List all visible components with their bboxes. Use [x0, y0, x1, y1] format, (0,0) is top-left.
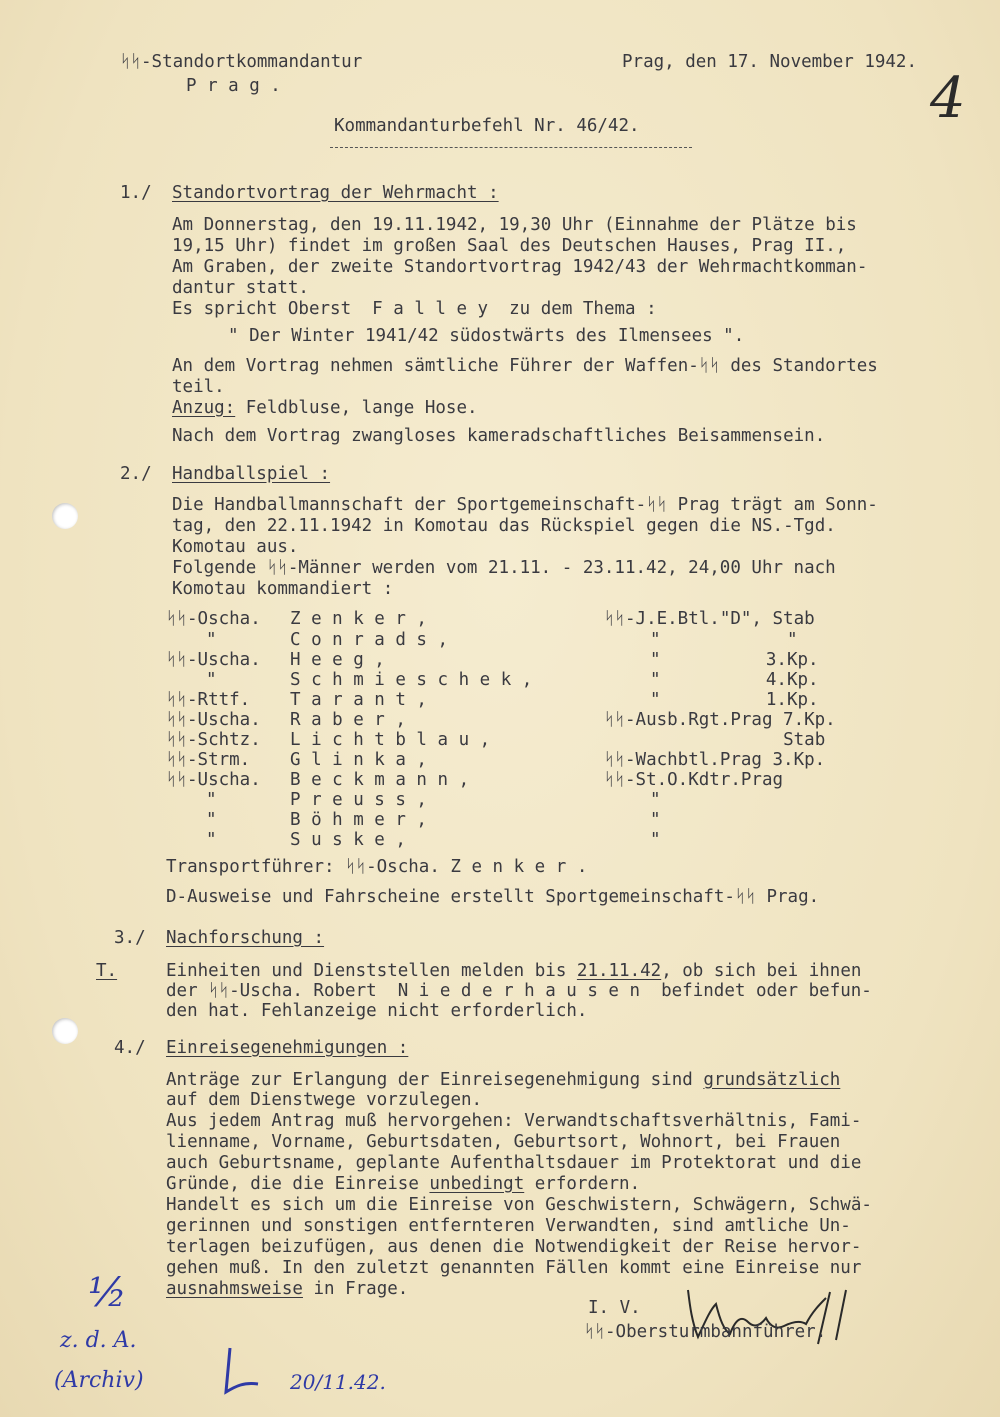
section-4-line: gerinnen und sonstigen entfernteren Verwandten, sind amtliche Un-: [166, 1216, 851, 1236]
section-1-line: 19,15 Uhr) findet im großen Saal des Deutschen Hauses, Prag II.,: [172, 236, 847, 256]
roster-unit: ᛋᛋ-Wachbtl.Prag 3.Kp.: [604, 750, 826, 770]
section-4-line: [166, 1070, 840, 1091]
section-1-line: Am Graben, der zweite Standortvortrag 1942/43 der Wehrmachtkomman-: [172, 257, 868, 277]
pencil-fraction-mark: ½: [88, 1270, 127, 1316]
roster-unit: ᛋᛋ-Ausb.Rgt.Prag 7.Kp.: [604, 710, 836, 730]
pencil-note-date: 20/11.42.: [290, 1370, 386, 1394]
section-4-line: [166, 1174, 640, 1195]
section-4-line: Handelt es sich um die Einreise von Geschwistern, Schwägern, Schwä-: [166, 1195, 872, 1215]
org-name: ᛋᛋ-Standortkommandantur: [120, 52, 363, 72]
roster-name: S c h m i e s c h e k ,: [290, 670, 533, 690]
dress-code-label: Anzug:: [172, 398, 236, 418]
roster-rank: ": [206, 630, 217, 650]
roster-name: H e e g ,: [290, 650, 385, 670]
transport-leader: Transportführer: ᛋᛋ-Oscha. Z e n k e r .: [166, 857, 588, 877]
section-3-text: Einheiten und Dienststellen melden bis: [166, 961, 577, 981]
roster-unit: " ": [650, 630, 798, 650]
section-3-marker: T.: [96, 961, 118, 981]
section-4-line: Aus jedem Antrag muß hervorgehen: Verwandtschaftsverhältnis, Fami-: [166, 1111, 862, 1131]
section-4-number: 4./: [114, 1038, 146, 1058]
roster-rank: ": [206, 830, 217, 850]
section-2-number: 2./: [120, 464, 152, 484]
section-2-line: Die Handballmannschaft der Sportgemeinschaft-ᛋᛋ Prag trägt am Sonn-: [172, 495, 878, 515]
section-4-line: terlagen beizufügen, aus denen die Notwendigkeit der Reise hervor-: [166, 1237, 862, 1257]
section-3-line: den hat. Fehlanzeige nicht erforderlich.: [166, 1001, 588, 1021]
section-2-line: Komotau aus.: [172, 537, 299, 557]
punch-hole-bottom: [52, 1018, 78, 1044]
section-1-line: An dem Vortrag nehmen sämtliche Führer der Waffen-ᛋᛋ des Standortes: [172, 356, 878, 376]
org-city: P r a g .: [186, 76, 281, 96]
roster-unit: " 4.Kp.: [650, 670, 819, 690]
section-4-text: Gründe, die die Einreise: [166, 1174, 430, 1194]
section-4-title: Einreisegenehmigungen :: [166, 1038, 409, 1058]
signature-iv: I. V.: [588, 1298, 641, 1318]
section-4-emphasis: grundsätzlich: [703, 1070, 841, 1090]
deadline-date: 21.11.42: [576, 961, 662, 981]
section-2-line: Komotau kommandiert :: [172, 579, 394, 599]
pencil-note-archive: (Archiv): [54, 1368, 144, 1393]
section-3-text: , ob sich bei ihnen: [661, 961, 862, 981]
roster-unit: ": [650, 790, 661, 810]
roster-rank: ": [206, 670, 217, 690]
roster-name: Z e n k e r ,: [290, 609, 427, 629]
roster-rank: ᛋᛋ-Schtz.: [166, 730, 261, 750]
section-4-line: lienname, Vorname, Geburtsdaten, Geburtsort, Wohnort, bei Frauen: [166, 1132, 841, 1152]
dress-code: [172, 398, 478, 419]
punch-hole-top: [52, 503, 78, 529]
section-4-text: in Frage.: [302, 1279, 409, 1299]
roster-unit: ᛋᛋ-J.E.Btl."D", Stab: [604, 609, 815, 629]
roster-rank: ": [206, 790, 217, 810]
section-2-line: Folgende ᛋᛋ-Männer werden vom 21.11. - 23.11.42, 24,00 Uhr nach: [172, 558, 836, 578]
section-1-line: dantur statt.: [172, 278, 309, 298]
section-2-line: tag, den 22.11.1942 in Komotau das Rückspiel gegen die NS.-Tgd.: [172, 516, 836, 536]
section-4-line: auch Geburtsname, geplante Aufenthaltsdauer im Protektorat und die: [166, 1153, 862, 1173]
section-3-line: [166, 961, 861, 982]
roster-name: P r e u s s ,: [290, 790, 427, 810]
section-4-line: gehen muß. In den zuletzt genannten Fällen kommt eine Einreise nur: [166, 1258, 862, 1278]
roster-rank: ᛋᛋ-Uscha.: [166, 650, 261, 670]
section-4-line: [166, 1279, 408, 1300]
title-divider: [330, 147, 692, 148]
section-1-number: 1./: [120, 183, 152, 203]
section-4-emphasis: unbedingt: [429, 1174, 525, 1194]
roster-name: L i c h t b l a u ,: [290, 730, 491, 750]
roster-name: R a b e r ,: [290, 710, 406, 730]
roster-rank: ": [206, 810, 217, 830]
section-1-speaker: Es spricht Oberst F a l l e y zu dem Thema :: [172, 299, 657, 319]
roster-rank: ᛋᛋ-Rttf.: [166, 690, 251, 710]
roster-unit: " 1.Kp.: [650, 690, 819, 710]
roster-name: G l i n k a ,: [290, 750, 427, 770]
order-title: Kommandanturbefehl Nr. 46/42.: [334, 116, 640, 136]
roster-name: B e c k m a n n ,: [290, 770, 470, 790]
roster-rank: ᛋᛋ-Uscha.: [166, 770, 261, 790]
dress-code-value: Feldbluse, lange Hose.: [235, 398, 478, 418]
section-1-line: teil.: [172, 377, 225, 397]
roster-name: C o n r a d s ,: [290, 630, 449, 650]
section-2-title: Handballspiel :: [172, 464, 331, 484]
roster-unit: ": [650, 830, 661, 850]
section-4-line: auf dem Dienstwege vorzulegen.: [166, 1090, 483, 1110]
roster-unit: ": [650, 810, 661, 830]
roster-name: B ö h m e r ,: [290, 810, 427, 830]
section-3-title: Nachforschung :: [166, 928, 325, 948]
date-line: Prag, den 17. November 1942.: [622, 52, 918, 72]
signature-rank: ᛋᛋ-Obersturmbannführer.: [584, 1322, 827, 1342]
roster-rank: ᛋᛋ-Strm.: [166, 750, 251, 770]
roster-rank: ᛋᛋ-Uscha.: [166, 710, 261, 730]
lecture-topic: " Der Winter 1941/42 südostwärts des Ilmensees ".: [228, 326, 745, 346]
pencil-initial-mark: [218, 1342, 268, 1402]
section-1-title: Standortvortrag der Wehrmacht :: [172, 183, 499, 203]
roster-name: T a r a n t ,: [290, 690, 427, 710]
roster-unit: Stab: [604, 730, 826, 750]
section-3-number: 3./: [114, 928, 146, 948]
roster-unit: " 3.Kp.: [650, 650, 819, 670]
corner-number-mark: 4: [930, 66, 966, 131]
section-1-closing: Nach dem Vortrag zwangloses kameradschaftliches Beisammensein.: [172, 426, 826, 446]
roster-name: S u s k e ,: [290, 830, 406, 850]
section-2-closing: D-Ausweise und Fahrscheine erstellt Sportgemeinschaft-ᛋᛋ Prag.: [166, 887, 820, 907]
section-1-line: Am Donnerstag, den 19.11.1942, 19,30 Uhr (Einnahme der Plätze bis: [172, 215, 857, 235]
section-4-text: Anträge zur Erlangung der Einreisegenehmigung sind: [166, 1070, 704, 1090]
section-3-line: der ᛋᛋ-Uscha. Robert N i e d e r h a u s e n befindet oder befun-: [166, 981, 872, 1001]
section-4-emphasis: ausnahmsweise: [166, 1279, 303, 1299]
pencil-note-filing: z. d. A.: [60, 1328, 137, 1353]
roster-unit: ᛋᛋ-St.O.Kdtr.Prag: [604, 770, 784, 790]
roster-rank: ᛋᛋ-Oscha.: [166, 609, 261, 629]
section-4-text: erfordern.: [524, 1174, 641, 1194]
